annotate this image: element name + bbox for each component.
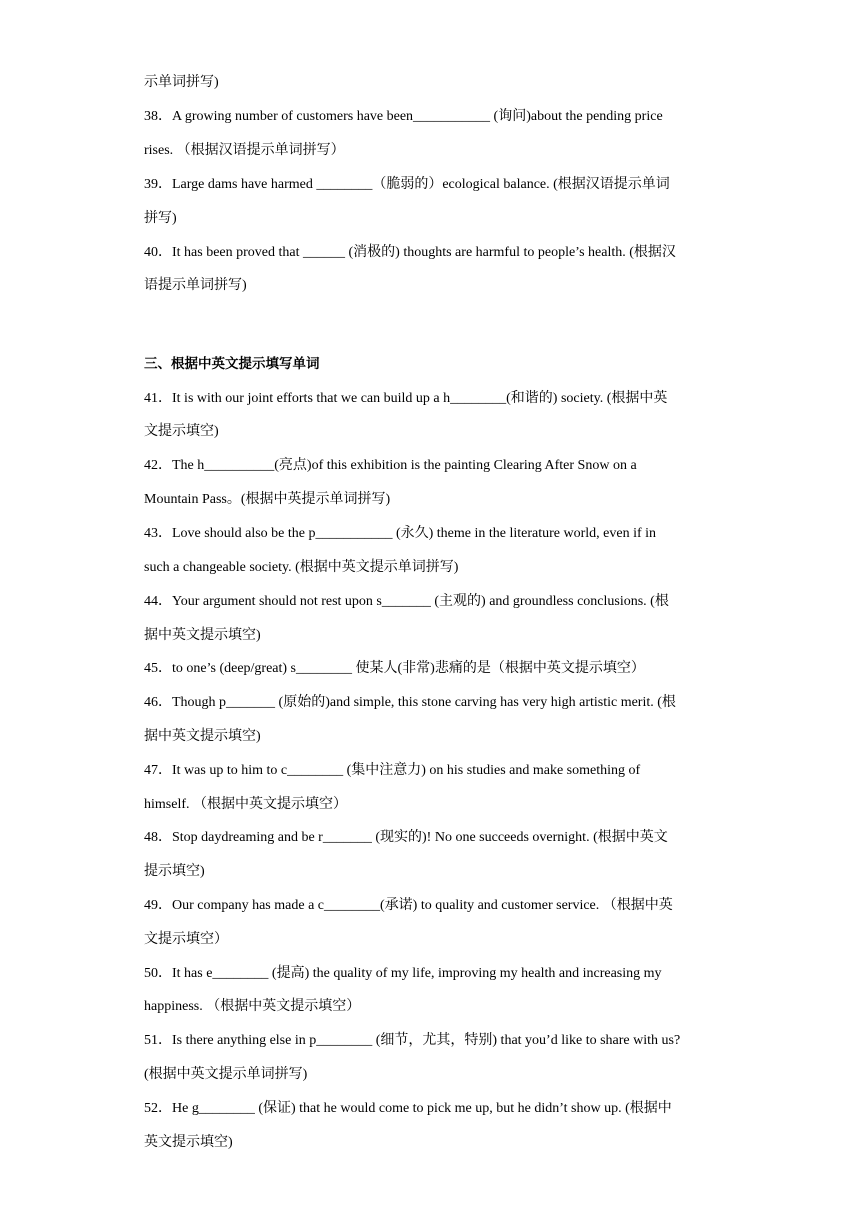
text-line: rises. （根据汉语提示单词拼写） (144, 143, 345, 158)
question-46: 46．Though p_______ (原始的)and simple, this stone carving has very high artistic merit. (根 (144, 695, 676, 710)
question-48: 48．Stop daydreaming and be r_______ (现实的)! No one succeeds overnight. (根据中英文 (144, 830, 668, 845)
text-line: 提示填空) (144, 864, 205, 879)
question-52: 52．He g________ (保证) that he would come to pick me up, but he didn’t show up. (根据中 (144, 1101, 672, 1116)
question-51: 51．Is there anything else in p________ (细节，尤其，特别) that you’d like to share with us? (144, 1033, 681, 1048)
text-line: 拼写) (144, 211, 177, 226)
text-line: (根据中英文提示单词拼写) (144, 1067, 308, 1082)
text-line: 文提示填空） (144, 932, 228, 947)
section-heading: 三、根据中英文提示填写单词 (144, 356, 320, 372)
text-line: himself. （根据中英文提示填空） (144, 797, 347, 812)
text-line: 文提示填空) (144, 424, 219, 439)
question-49: 49．Our company has made a c________(承诺) to quality and customer service. （根据中英 (144, 898, 673, 913)
text-line: Mountain Pass。(根据中英提示单词拼写) (144, 492, 391, 507)
question-44: 44．Your argument should not rest upon s_______ (主观的) and groundless conclusions. (根 (144, 594, 669, 609)
question-47: 47．It was up to him to c________ (集中注意力) on his studies and make something of (144, 763, 641, 778)
text-line: happiness. （根据中英文提示填空） (144, 999, 361, 1014)
question-43: 43．Love should also be the p___________ (永久) theme in the literature world, even if in (144, 526, 657, 541)
question-39: 39．Large dams have harmed ________（脆弱的）ecological balance. (根据汉语提示单词 (144, 177, 670, 192)
question-42: 42．The h__________(亮点)of this exhibition is the painting Clearing After Snow on a (144, 458, 637, 473)
question-38: 38．A growing number of customers have been___________ (询问)about the pending price (144, 109, 663, 124)
text-line: 英文提示填空) (144, 1135, 233, 1150)
text-line: 示单词拼写) (144, 75, 219, 90)
text-line: 据中英文提示填空) (144, 628, 261, 643)
question-40: 40．It has been proved that ______ (消极的) thoughts are harmful to people’s health. (根据汉 (144, 245, 676, 260)
text-line: 语提示单词拼写) (144, 278, 247, 293)
question-45: 45．to one’s (deep/great) s________ 使某人(非常)悲痛的是（根据中英文提示填空） (144, 661, 645, 676)
text-line: 据中英文提示填空) (144, 729, 261, 744)
text-line: such a changeable society. (根据中英文提示单词拼写) (144, 560, 459, 575)
question-41: 41．It is with our joint efforts that we can build up a h________(和谐的) society. (根据中英 (144, 391, 668, 406)
question-50: 50．It has e________ (提高) the quality of my life, improving my health and increasing my (144, 966, 662, 981)
